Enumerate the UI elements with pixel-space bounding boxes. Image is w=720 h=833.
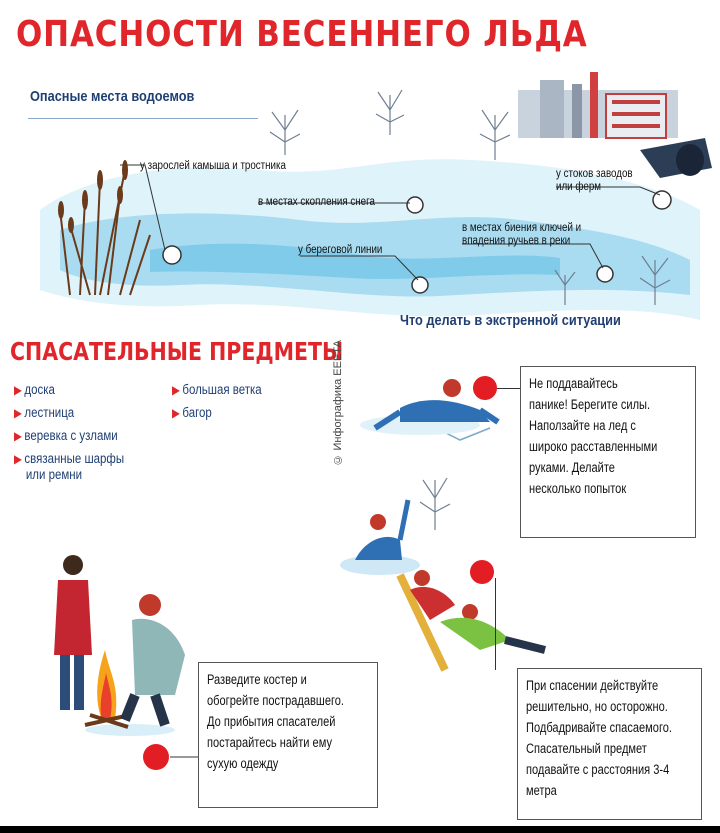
section-subtitle: Опасные места водоемов (30, 88, 195, 105)
rescue-list-left (14, 382, 144, 482)
callout-shore: у береговой линии (298, 244, 383, 256)
page-title: ОПАСНОСТИ ВЕСЕННЕГО ЛЬДА (16, 14, 588, 55)
callout-reeds: у зарослей камыша и тростника (140, 160, 286, 172)
callout-springs: в местах биения ключей и впадения ручьев в реки (462, 222, 582, 247)
advice-box-rescuer: При спасении действуйте решительно, но осторожно. Подбадривайте спасаемого. Спасательный предмет подавайте с расстояния 3-4 метра (517, 668, 702, 820)
connector-line (495, 578, 496, 670)
list-item: ▶ большая ветка (172, 382, 262, 397)
list-item-cont: или ремни (25, 467, 83, 482)
list-item: ▶ лестница (14, 405, 75, 420)
advice-box-self-rescue: Не поддавайтесь панике! Берегите силы. Наползайте на лед с широко расставленными руками. Делайте несколько попыток (520, 366, 696, 538)
advice-box-warming: Разведите костер и обогрейте пострадавшего. До прибытия спасателей постарайтесь найти ему сухую одежду (198, 662, 378, 808)
bottom-bar (0, 826, 720, 833)
list-item: ▶ доска (14, 382, 55, 397)
rescue-items-heading: СПАСАТЕЛЬНЫЕ ПРЕДМЕТЫ (10, 337, 344, 366)
rescue-list-right (172, 382, 277, 421)
list-item: ▶ веревка с узлами (14, 428, 118, 443)
list-item: ▶ связанные шарфы (14, 451, 125, 466)
connector-line (497, 388, 520, 389)
callout-factory: у стоков заводов или ферм (556, 168, 633, 193)
callout-snow: в местах скопления снега (258, 196, 375, 208)
watermark: © Инфографика ЕЕЕТА (332, 340, 344, 466)
list-item: ▶ багор (172, 405, 212, 420)
emergency-heading: Что делать в экстренной ситуации (400, 312, 621, 329)
